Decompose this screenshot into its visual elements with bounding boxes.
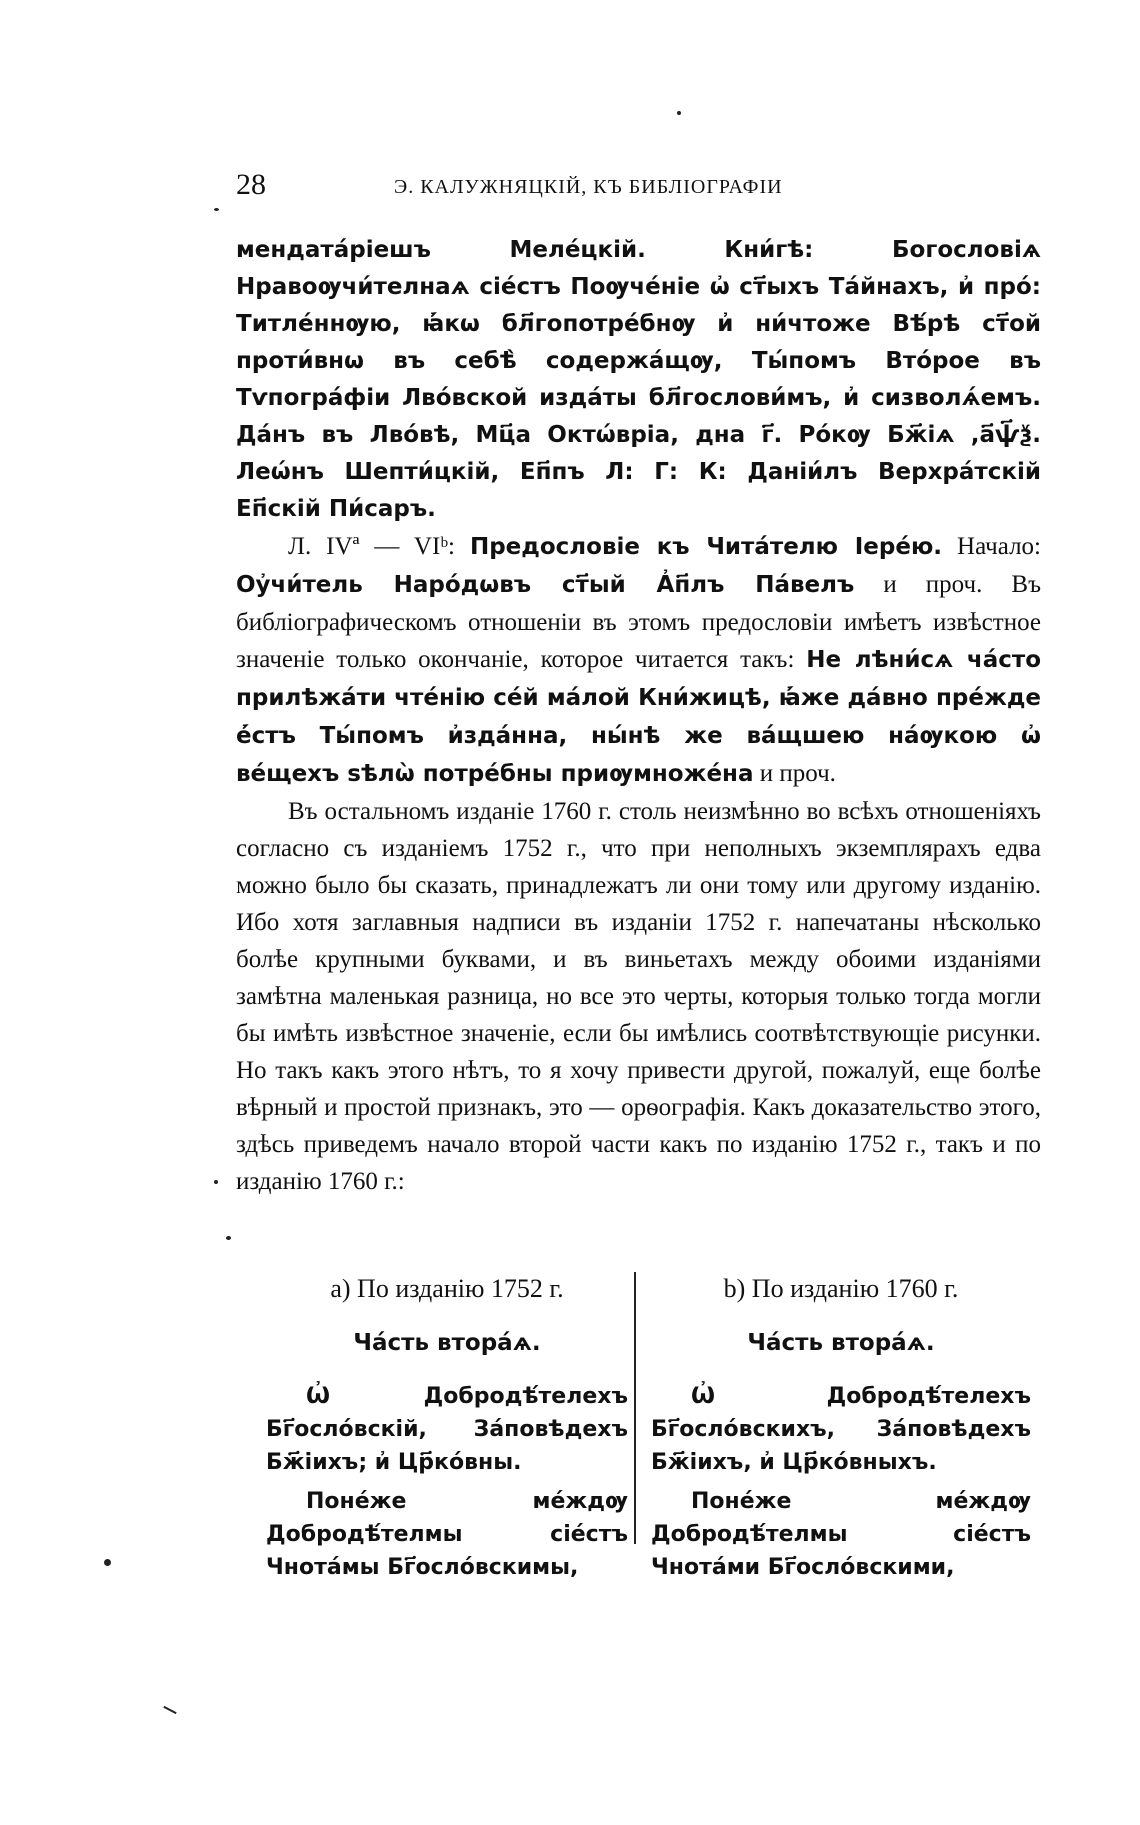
paragraph-continued-slavonic: мендатáріешъ Мелéцкій. Кни́гѣ: Богословіѧ Нравоѹчи́телнаѧ сіе́стъ Поѹче́ніе ѡ҆ ст҃ыхъ Та́йнахъ, и҆ про́: Титле́ннѹю, ꙗ҆́кѡ бл҃гопотре́бнѹ и҆ ни́чтоже Вѣ́рѣ ст҃ой проти́внѡ въ себѣ̀ содержа́щѹ, Ты́помъ Вто́рое въ Тѵпогра́фіи Лво́вской изда́ты бл҃гослови́мъ, и҆ сизволѧ́емъ. Да́нъ въ Лво́вѣ, Мц҃а Октѡ́вріа, дна г҃. Ро́кѹ Бж҃іѧ ,а҃ѱ҃ѯ. Леѡ́нъ Шепти́цкій, Еп҃пъ Л: Г: К: Даніи́лъ Верхра́тскій Еп҃скій Пи́саръ. bbox=[236, 237, 1041, 522]
folio-reference: Л. IVª — VIᵇ: bbox=[288, 533, 455, 560]
scan-speck bbox=[163, 1706, 176, 1714]
paragraph-preface bbox=[236, 528, 1041, 793]
text-span: и проч. Въ библіографическомъ отношеніи въ этомъ предословіи имѣетъ извѣстное значеніе только окончаніе, которое читается такъ: bbox=[236, 571, 1041, 673]
text-span: и проч. bbox=[759, 760, 836, 787]
scan-speck bbox=[214, 208, 219, 211]
page-header bbox=[236, 168, 1041, 208]
column-heading: a) По изданію 1752 г. bbox=[330, 1274, 564, 1303]
column-text bbox=[651, 1380, 1031, 1584]
column-paragraph: Ѡ҆ Добродѣ́телехъ Бг҃осло́вскихъ, За́повѣдехъ Бж҃іихъ, и҆ Цр҃ко́вныхъ. bbox=[651, 1384, 1031, 1475]
comparison-columns bbox=[236, 1272, 1041, 1580]
column-part-title: Ча́сть втора́ѧ. bbox=[353, 1330, 541, 1356]
scan-speck bbox=[214, 1180, 218, 1184]
column-1752 bbox=[266, 1272, 628, 1590]
paragraph-comparison: Въ остальномъ изданіе 1760 г. столь неизмѣнно во всѣхъ отношеніяхъ согласно съ изданіемъ 1752 г., что при неполныхъ экземплярахъ едва можно было бы сказать, принадлежатъ ли они тому или другому изданію. Ибо хотя заглавныя надписи въ изданіи 1752 г. напечатаны нѣсколько болѣе крупными буквами, и въ виньетахъ между обоими изданіями замѣтна маленькая разница, но все это черты, которыя только тогда могли бы имѣть извѣстное значеніе, если бы имѣлись соотвѣтствующіе рисунки. Но такъ какъ этого нѣтъ, то я хочу привести другой, пожалуй, еще болѣе вѣрный и простой признакъ, это — орѳографія. Какъ доказательство этого, здѣсь приведемъ начало второй части какъ по изданію 1752 г., такъ и по изданію 1760 г.: bbox=[236, 798, 1041, 1195]
column-paragraph: Поне́же ме́ждѹ Добродѣ́телмы сіе́стъ Чнота́мы Бг҃осло́вскимы, bbox=[266, 1489, 628, 1580]
slavonic-quote-ending: Не лѣни́сѧ ча́сто прилѣжа́ти чте́нію се́й ма́лой Кни́жицѣ, ꙗ҆́же да́вно пре́жде е҆́стъ Ты́помъ и҆зда́нна, ны́нѣ же ва́щшею на́ѹкою ѡ҆ ве́щехъ ѕѣлѡ̀ потре́бны приѹмноже́на bbox=[236, 647, 1041, 787]
scan-speck bbox=[677, 111, 681, 115]
column-paragraph: Ѡ҆ Добродѣ́телехъ Бг҃осло́вскій, За́повѣдехъ Бж҃іихъ; и҆ Цр҃ко́вны. bbox=[266, 1384, 628, 1475]
text-span: Начало: bbox=[957, 533, 1041, 560]
scan-speck bbox=[104, 1559, 111, 1566]
column-1760 bbox=[651, 1272, 1031, 1590]
scan-speck bbox=[226, 1236, 231, 1240]
column-heading: b) По изданію 1760 г. bbox=[723, 1274, 959, 1303]
column-paragraph: Поне́же ме́ждѹ Добродѣ́телмы сіе́стъ Чнота́ми Бг҃осло́вскими, bbox=[651, 1489, 1031, 1580]
body-text bbox=[236, 232, 1041, 1200]
page-number: 28 bbox=[236, 168, 266, 201]
running-head: Э. КАЛУЖНЯЦКІЙ, КЪ БИБЛІОГРАФІИ bbox=[394, 176, 783, 198]
slavonic-quote-title: Предословіе къ Чита́телю Іере́ю. bbox=[469, 534, 943, 560]
slavonic-quote-incipit: Оу҆чи́тель Наро́дѡвъ ст҃ый А҆п҃лъ Па́велъ bbox=[236, 572, 855, 598]
column-divider bbox=[634, 1272, 636, 1544]
column-part-title: Ча́сть втора́ѧ. bbox=[747, 1330, 935, 1356]
column-text bbox=[266, 1380, 628, 1584]
